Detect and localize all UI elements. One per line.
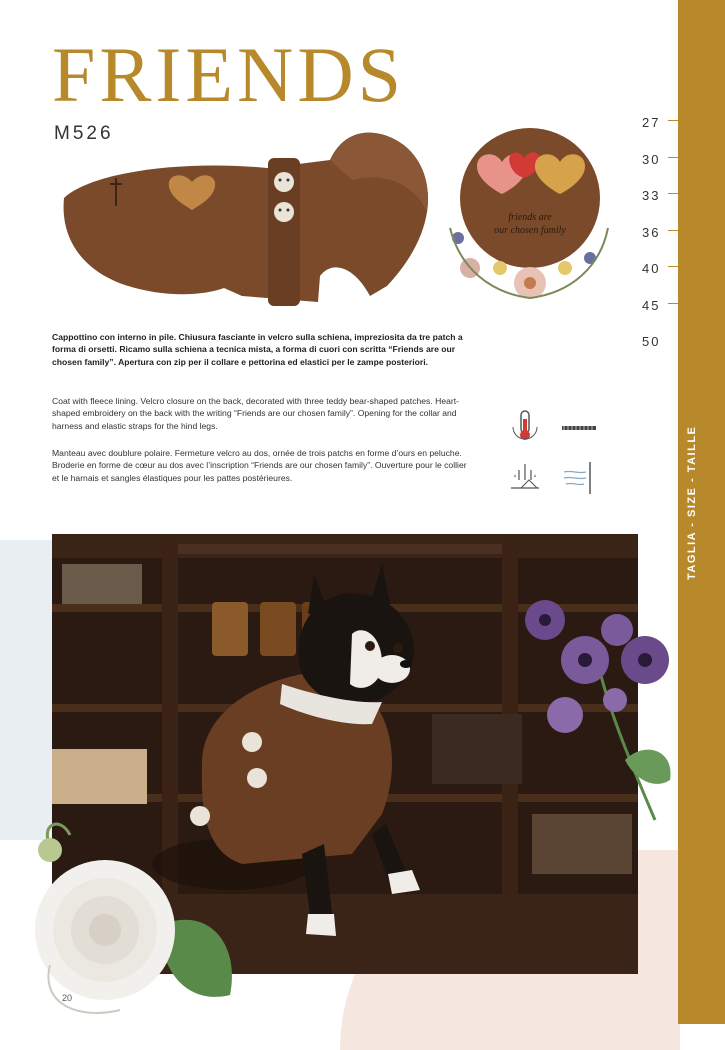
size-item bbox=[638, 256, 723, 293]
embroidery-text-line-1: friends are bbox=[508, 212, 552, 223]
water-resistant-icon bbox=[505, 458, 545, 498]
description-english: Coat with fleece lining. Velcro closure on the back, decorated with three teddy bear-shaped patches. Heart-shaped embroidery on the back with the writing “Friends are our chosen family”. Opening for the collar and harness and elastic straps for the hind legs. bbox=[52, 396, 460, 431]
size-label: 40 bbox=[642, 261, 661, 276]
size-item bbox=[638, 329, 723, 366]
size-divider bbox=[668, 120, 723, 121]
description-french: Manteau avec doublure polaire. Fermeture velcro au dos, ornée de trois patchs en forme d’ours en peluche. Broderie en forme de cœur au dos avec l’inscription “Friends are our chosen family”. Ouverture pour le collier et le harnais et sangles élastiques pour les pattes postérieures. bbox=[52, 448, 467, 483]
size-divider bbox=[668, 193, 723, 194]
size-item bbox=[638, 220, 723, 257]
windproof-icon bbox=[560, 458, 600, 498]
violet-flower-decoration bbox=[505, 590, 680, 825]
page-number: 20 bbox=[62, 993, 73, 1003]
size-item bbox=[638, 183, 723, 220]
product-image-embroidery bbox=[440, 118, 610, 308]
size-label: 30 bbox=[642, 151, 661, 167]
description-italian: Cappottino con interno in pile. Chiusura fasciante in velcro sulla schiena, impreziosita da tre patch a forma di orsetti. Ricamo sulla schiena a tecnica mista, a forma di cuori con scritta “Friends are our chosen family”. Apertura con zip per il collare e pettorina ed elastici per le zampe posteriori. bbox=[52, 332, 463, 367]
size-divider bbox=[668, 157, 723, 158]
size-item bbox=[638, 293, 723, 330]
size-label: 45 bbox=[642, 297, 661, 313]
size-divider bbox=[668, 266, 723, 267]
size-list bbox=[638, 110, 723, 370]
zipper-icon bbox=[560, 410, 600, 450]
size-label: 50 bbox=[642, 334, 661, 349]
size-label: 27 bbox=[642, 115, 661, 130]
size-item bbox=[638, 147, 723, 184]
product-image-coat bbox=[52, 120, 437, 320]
size-divider bbox=[668, 230, 723, 231]
size-item bbox=[638, 110, 723, 147]
size-label: 36 bbox=[642, 224, 661, 240]
size-divider bbox=[668, 303, 723, 304]
thermometer-icon bbox=[505, 405, 545, 445]
white-rose-decoration bbox=[10, 815, 250, 1025]
size-label: 33 bbox=[642, 188, 661, 203]
size-sidebar-label bbox=[686, 550, 698, 580]
embroidery-text-line-2: our chosen family bbox=[494, 225, 566, 236]
product-code: M526 bbox=[54, 123, 114, 144]
page-title: FRIENDS bbox=[52, 31, 406, 118]
